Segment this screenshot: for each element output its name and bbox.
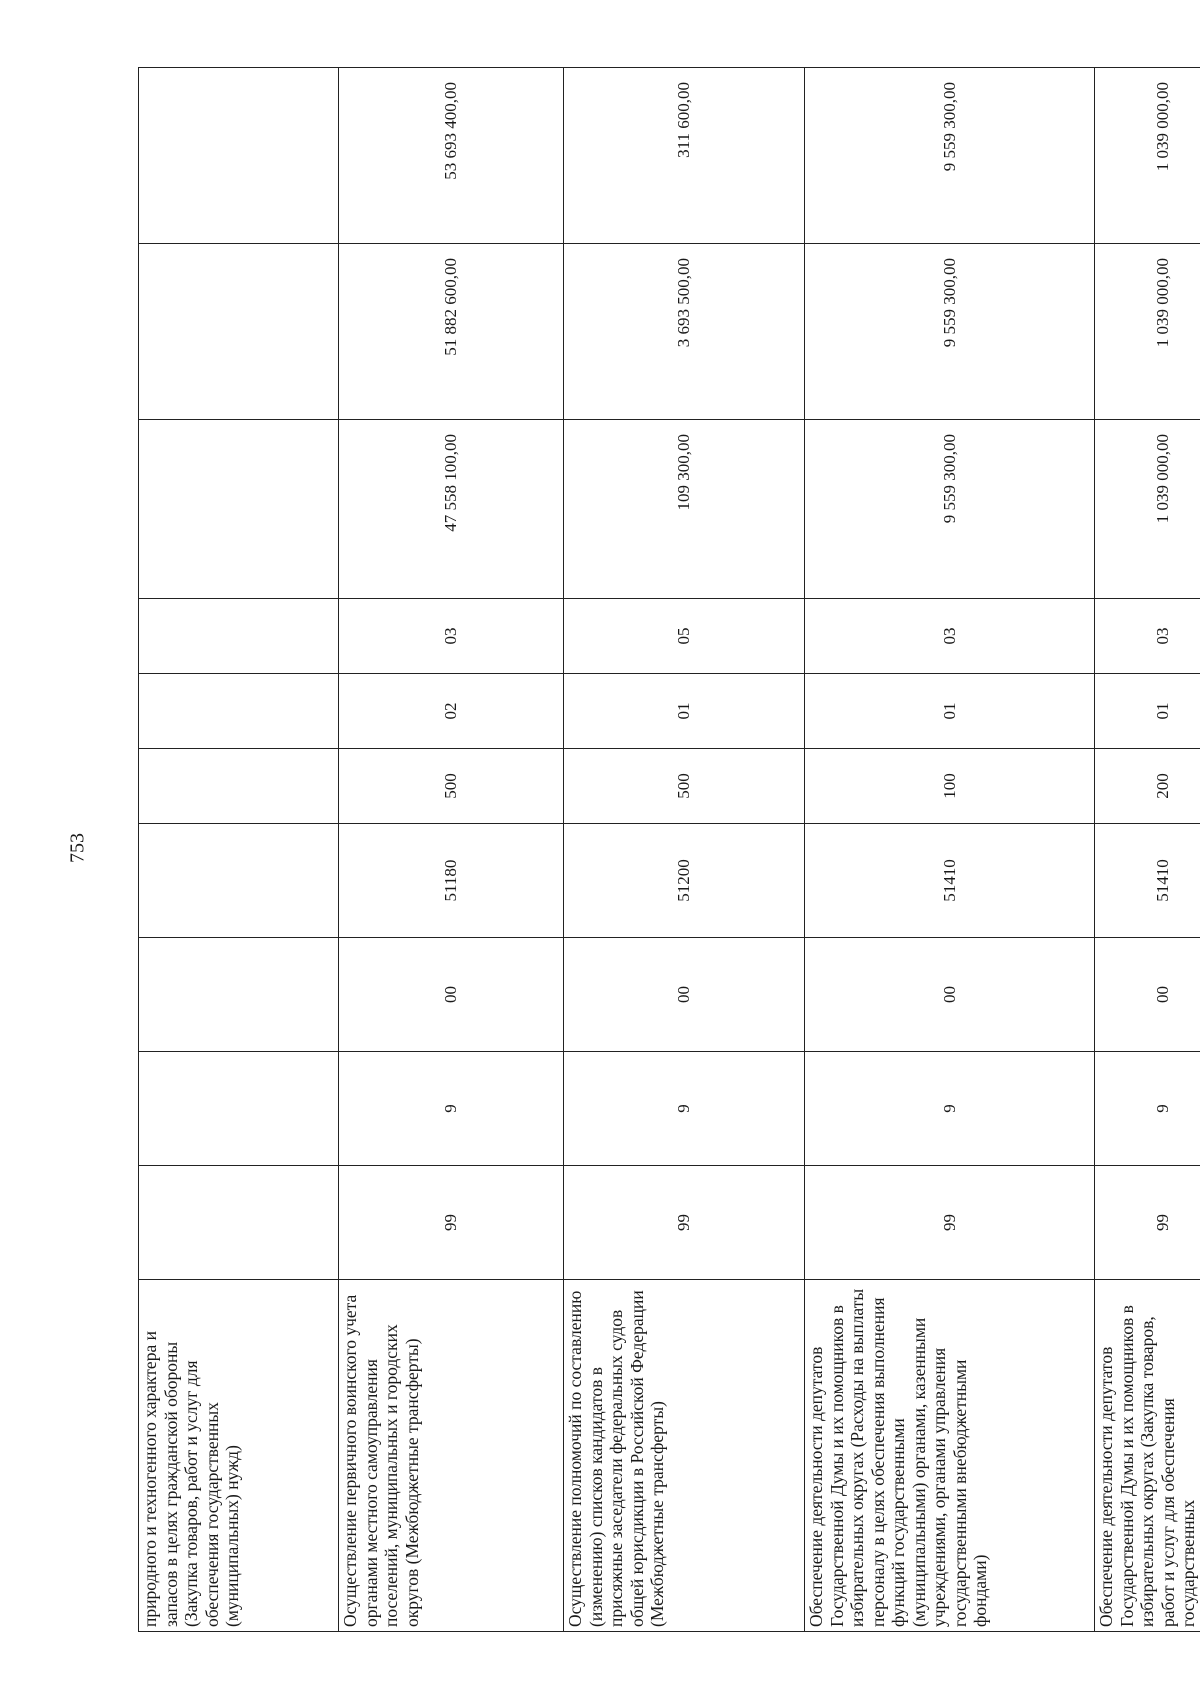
row-description: Обеспечение деятельности депутатов Государственной Думы и их помощников в избирательных округах (Закупка товаров, работ и услуг для обеспечения государственных — [1095, 1280, 1200, 1632]
subsection-cell: 03 — [1095, 599, 1200, 674]
amount-year-3-cell — [139, 68, 339, 244]
subprogram-code-cell — [139, 1052, 339, 1166]
amount-year-3-cell: 9 559 300,00 — [805, 68, 1095, 244]
main-event-code-cell: 00 — [564, 938, 805, 1052]
expense-type-cell: 200 — [1095, 749, 1200, 824]
row-description: Осуществление первичного воинского учета органами местного самоуправления поселений, муниципальных и городских округов (Межбюджетные трансферты) — [339, 1280, 564, 1632]
amount-year-3-cell: 53 693 400,00 — [339, 68, 564, 244]
table-row — [1095, 68, 1200, 1632]
amount-year-2-cell — [139, 244, 339, 420]
amount-year-1-cell: 109 300,00 — [564, 420, 805, 599]
rotated-table-container — [138, 68, 1198, 1632]
expense-type-cell — [139, 749, 339, 824]
amount-year-1-cell: 1 039 000,00 — [1095, 420, 1200, 599]
amount-year-2-cell: 51 882 600,00 — [339, 244, 564, 420]
row-description: Обеспечение деятельности депутатов Государственной Думы и их помощников в избирательных округах (Расходы на выплаты персоналу в целях обеспечения выполнения функций государственными (муниципальными) органами, казенными учреждениями, органами управления государственными внебюджетными фондами) — [805, 1280, 1095, 1632]
amount-year-3-cell: 1 039 000,00 — [1095, 68, 1200, 244]
section-cell — [139, 674, 339, 749]
expense-type-cell: 100 — [805, 749, 1095, 824]
direction-code-cell: 51410 — [805, 824, 1095, 938]
row-description: природного и техногенного характера и запасов в целях гражданской обороны (Закупка товаров, работ и услуг для обеспечения государственных (муниципальных) нужд) — [139, 1280, 339, 1632]
amount-year-2-cell: 9 559 300,00 — [805, 244, 1095, 420]
amount-year-1-cell: 9 559 300,00 — [805, 420, 1095, 599]
subprogram-code-cell: 9 — [339, 1052, 564, 1166]
amount-year-2-cell: 3 693 500,00 — [564, 244, 805, 420]
section-cell: 01 — [564, 674, 805, 749]
subsection-cell — [139, 599, 339, 674]
amount-year-1-cell — [139, 420, 339, 599]
table-row — [139, 68, 339, 1632]
table-row — [339, 68, 564, 1632]
table-row — [805, 68, 1095, 1632]
subsection-cell: 03 — [805, 599, 1095, 674]
table-row — [564, 68, 805, 1632]
main-event-code-cell: 00 — [805, 938, 1095, 1052]
direction-code-cell: 51200 — [564, 824, 805, 938]
program-code-cell — [139, 1166, 339, 1280]
direction-code-cell: 51410 — [1095, 824, 1200, 938]
section-cell: 01 — [805, 674, 1095, 749]
amount-year-1-cell: 47 558 100,00 — [339, 420, 564, 599]
direction-code-cell: 51180 — [339, 824, 564, 938]
budget-table — [138, 67, 1200, 1632]
main-event-code-cell: 00 — [1095, 938, 1200, 1052]
expense-type-cell: 500 — [564, 749, 805, 824]
section-cell: 02 — [339, 674, 564, 749]
row-description: Осуществление полномочий по составлению (изменению) списков кандидатов в присяжные заседатели федеральных судов общей юрисдикции в Российской Федерации (Межбюджетные трансферты) — [564, 1280, 805, 1632]
subsection-cell: 03 — [339, 599, 564, 674]
program-code-cell: 99 — [564, 1166, 805, 1280]
subprogram-code-cell: 9 — [1095, 1052, 1200, 1166]
section-cell: 01 — [1095, 674, 1200, 749]
subprogram-code-cell: 9 — [805, 1052, 1095, 1166]
subprogram-code-cell: 9 — [564, 1052, 805, 1166]
budget-table-sheet — [138, 68, 1198, 1632]
expense-type-cell: 500 — [339, 749, 564, 824]
amount-year-3-cell: 311 600,00 — [564, 68, 805, 244]
program-code-cell: 99 — [805, 1166, 1095, 1280]
main-event-code-cell — [139, 938, 339, 1052]
direction-code-cell — [139, 824, 339, 938]
program-code-cell: 99 — [339, 1166, 564, 1280]
program-code-cell: 99 — [1095, 1166, 1200, 1280]
amount-year-2-cell: 1 039 000,00 — [1095, 244, 1200, 420]
page-number: 753 — [66, 833, 89, 863]
main-event-code-cell: 00 — [339, 938, 564, 1052]
subsection-cell: 05 — [564, 599, 805, 674]
